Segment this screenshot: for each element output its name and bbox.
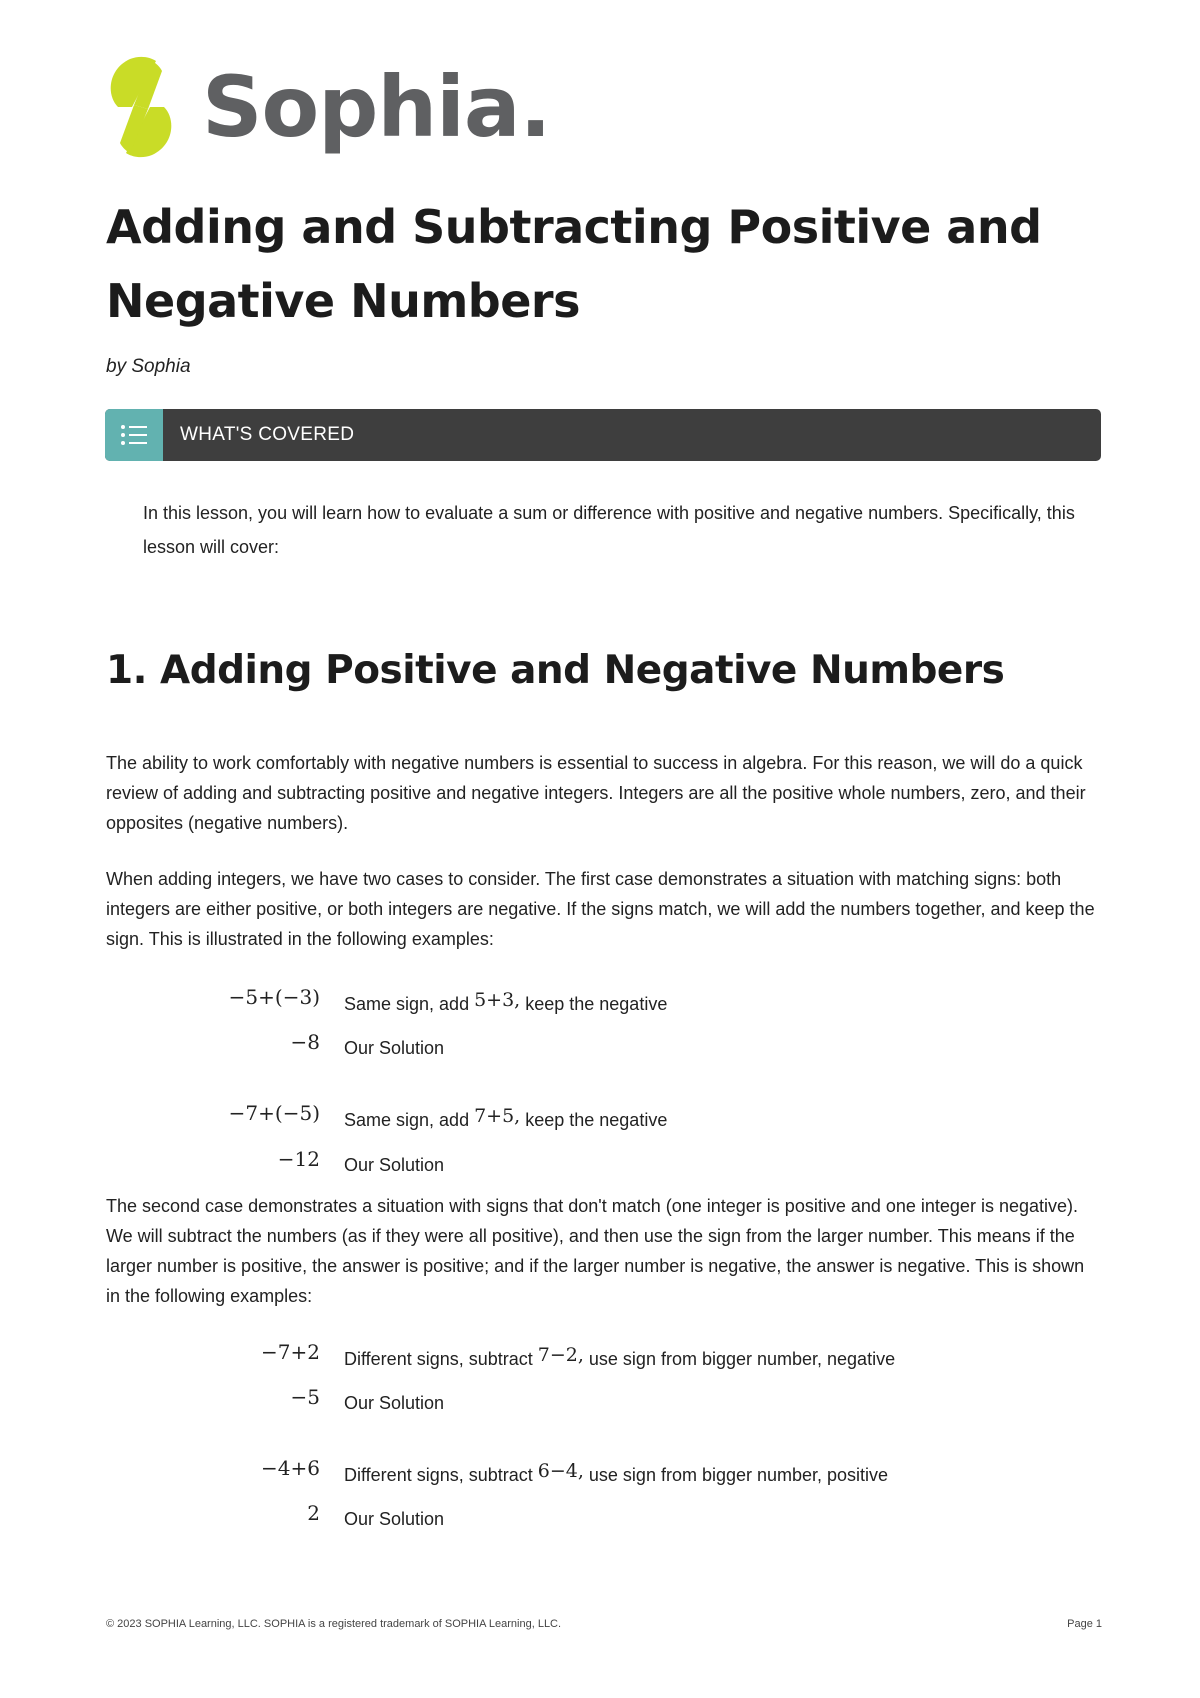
example-explanation: Our Solution bbox=[344, 1509, 445, 1529]
sophia-wordmark: Sophia. bbox=[202, 58, 551, 156]
example-row bbox=[0, 1340, 1200, 1376]
paragraph-intro: The ability to work comfortably with negative numbers is essential to success in algebra. For this reason, we will do a quick review of adding and subtracting positive and negative integers. Integers are all the positive whole numbers, zero, and their opposites (negative numbers). bbox=[106, 753, 1086, 833]
example-explanation: Our Solution bbox=[344, 1038, 445, 1058]
example-row bbox=[0, 1385, 1200, 1421]
example-expression: −7+2 bbox=[261, 1340, 320, 1364]
example-row bbox=[0, 1147, 1200, 1183]
example-row bbox=[0, 1030, 1200, 1066]
example-explanation: Same sign, add 7+5, keep the negative bbox=[344, 1105, 668, 1130]
example-explanation: Our Solution bbox=[344, 1393, 445, 1413]
example-explanation: Different signs, subtract 6−4, use sign from bigger number, positive bbox=[344, 1460, 889, 1485]
byline: by Sophia bbox=[106, 356, 191, 377]
example-row bbox=[0, 1456, 1200, 1492]
page-title: Adding and Subtracting Positive and Negative Numbers bbox=[106, 200, 1042, 328]
whats-covered-banner bbox=[105, 409, 1101, 461]
example-explanation: Different signs, subtract 7−2, use sign from bigger number, negative bbox=[344, 1344, 896, 1369]
section-heading: 1. Adding Positive and Negative Numbers bbox=[106, 648, 1005, 693]
paragraph-different-signs: The second case demonstrates a situation with signs that don't match (one integer is positive and one integer is negative). We will subtract the numbers (as if they were all positive), and then use the sign from the larger number. This means if the larger number is positive, the answer is positive; and if the larger number is negative, the answer is negative. This is shown in the following examples: bbox=[106, 1196, 1085, 1306]
whats-covered-label: WHAT'S COVERED bbox=[180, 424, 355, 445]
example-solution-value: −12 bbox=[277, 1147, 320, 1171]
footer-page-number: Page 1 bbox=[1067, 1618, 1102, 1630]
example-row bbox=[0, 1101, 1200, 1137]
example-expression: −7+(−5) bbox=[228, 1101, 320, 1125]
example-solution-value: −8 bbox=[290, 1030, 320, 1054]
example-expression: −4+6 bbox=[261, 1456, 320, 1480]
example-row bbox=[0, 985, 1200, 1021]
example-row bbox=[0, 1501, 1200, 1537]
footer-copyright: © 2023 SOPHIA Learning, LLC. SOPHIA is a registered trademark of SOPHIA Learning, LLC. bbox=[106, 1618, 562, 1630]
list-icon bbox=[105, 409, 163, 461]
lesson-intro: In this lesson, you will learn how to evaluate a sum or difference with positive and negative numbers. Specifically, this lesson will cover: bbox=[143, 503, 1075, 557]
sophia-logo bbox=[104, 52, 551, 162]
example-expression: −5+(−3) bbox=[228, 985, 320, 1009]
sophia-logo-mark-icon bbox=[104, 55, 178, 159]
example-explanation: Same sign, add 5+3, keep the negative bbox=[344, 989, 668, 1014]
example-solution-value: 2 bbox=[307, 1501, 320, 1525]
example-explanation: Our Solution bbox=[344, 1155, 445, 1175]
paragraph-same-signs: When adding integers, we have two cases to consider. The first case demonstrates a situation with matching signs: both integers are either positive, or both integers are negative. If the signs match, we will add the numbers together, and keep the sign. This is illustrated in the following examples: bbox=[106, 869, 1095, 949]
example-solution-value: −5 bbox=[290, 1385, 320, 1409]
